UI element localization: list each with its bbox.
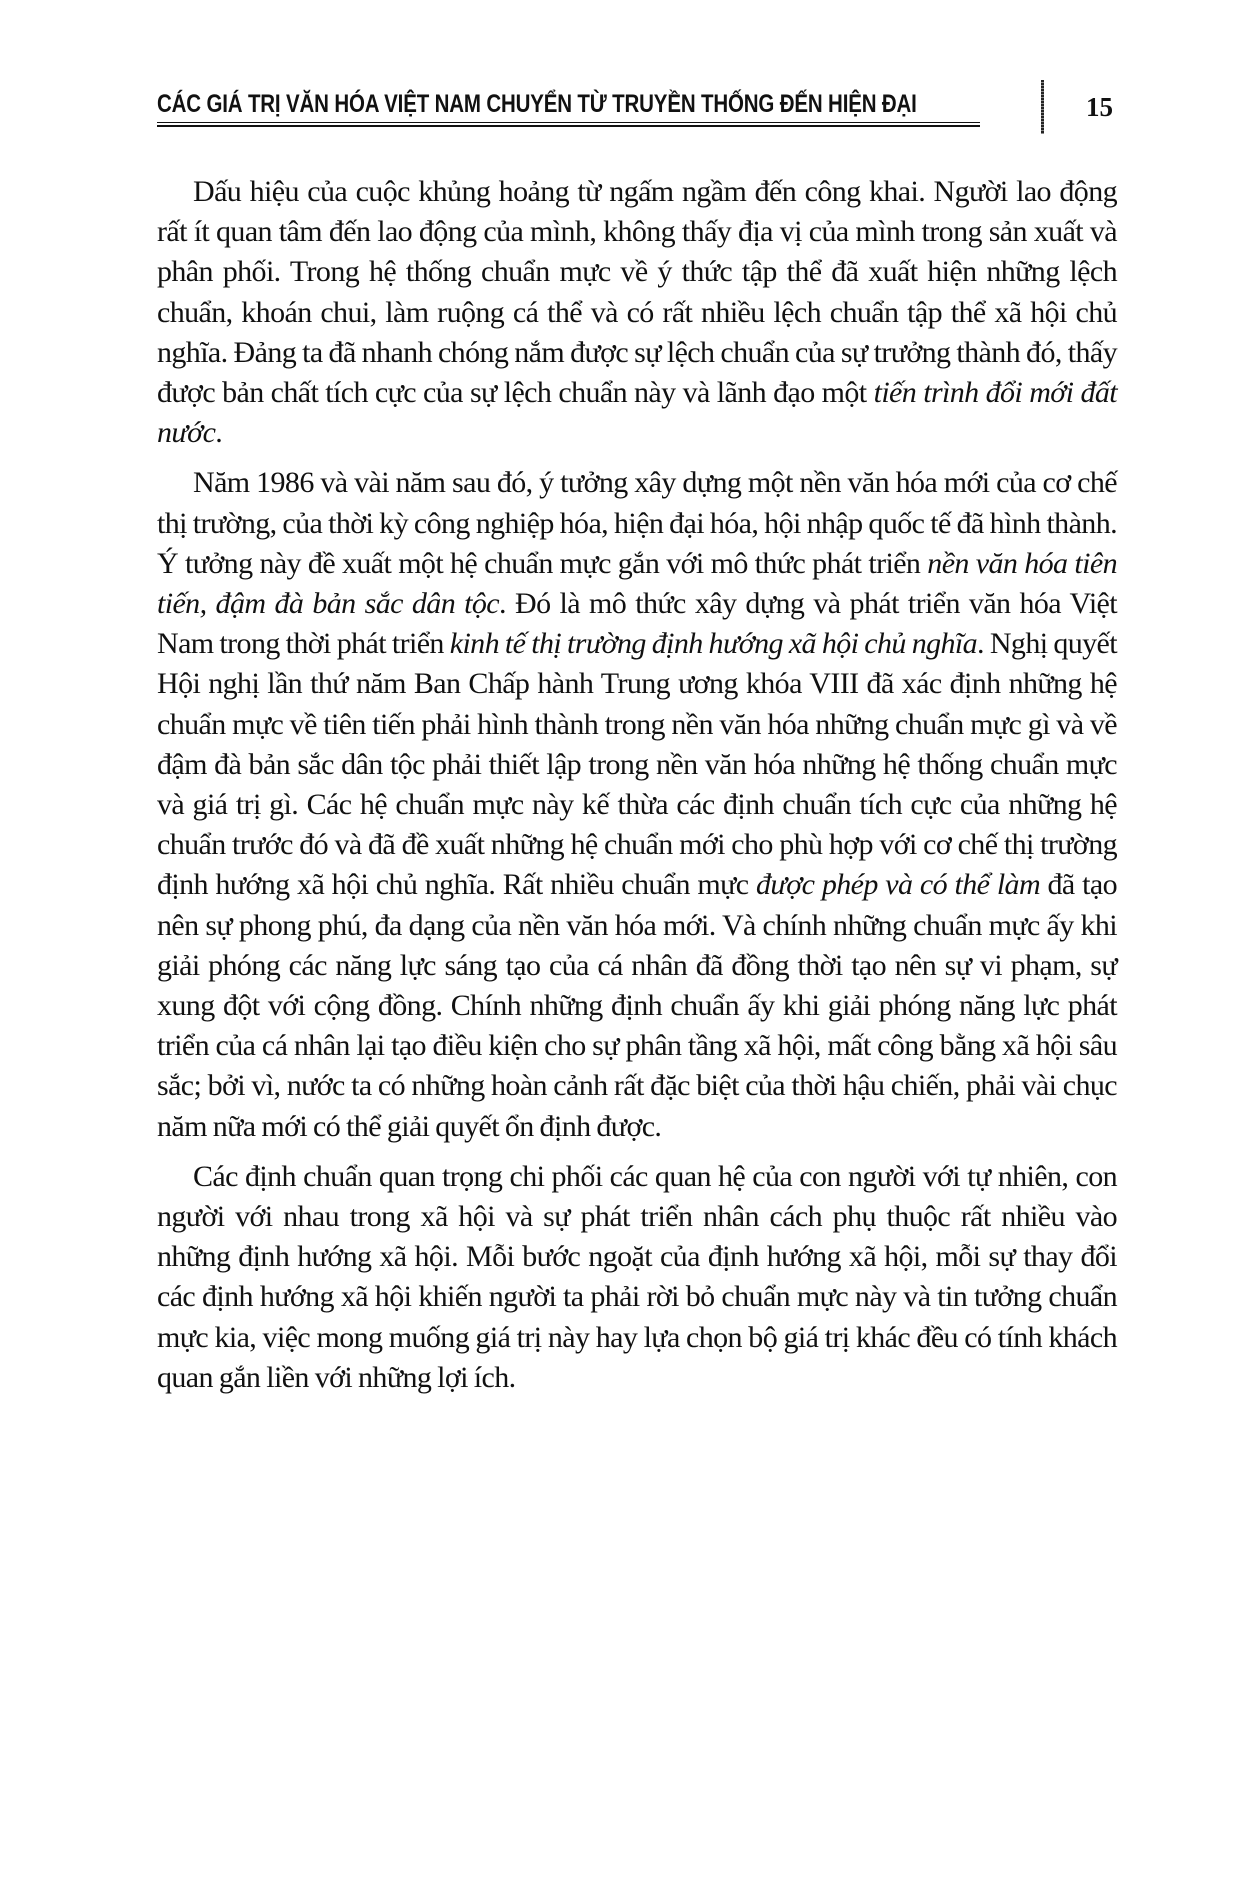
body-text	[157, 172, 1117, 1408]
text-segment: đã tạo nên sự phong phú, đa dạng của nền văn hóa mới. Và chính những chuẩn mực ấy khi giải phóng các năng lực sáng tạo của cá nhân đã đồng thời tạo nên sự vi phạm, sự xung đột với cộng đồng. Chính những định chuẩn ấy khi giải phóng năng lực phát triển của cá nhân lại tạo điều kiện cho sự phân tầng xã hội, mất công bằng xã hội sâu sắc; bởi vì, nước ta có những hoàn cảnh rất đặc biệt của thời hậu chiến, phải vài chục năm nữa mới có thể giải quyết ổn định được.	[157, 868, 1117, 1143]
text-segment: . Đó là mô thức xây dựng và phát triển văn hóa Việt Nam trong thời phát triển	[157, 587, 1117, 661]
text-segment: . Nghị quyết Hội nghị lần thứ năm Ban Chấp hành Trung ương khóa VIII đã xác định những hệ chuẩn mực về tiên tiến phải hình thành trong nền văn hóa những chuẩn mực gì và về đậm đà bản sắc dân tộc phải thiết lập trong nền văn hóa những hệ thống chuẩn mực và giá trị gì. Các hệ chuẩn mực này kế thừa các định chuẩn tích cực của những hệ chuẩn trước đó và đã đề xuất những hệ chuẩn mới cho phù hợp với cơ chế thị trường định hướng xã hội chủ nghĩa. Rất nhiều chuẩn mực	[157, 627, 1118, 902]
text-segment: Dấu hiệu của cuộc khủng hoảng từ ngấm ngầm đến công khai. Người lao động rất ít quan tâm đến lao động của mình, không thấy địa vị của mình trong sản xuất và phân phối. Trong hệ thống chuẩn mực về ý thức tập thể đã xuất hiện những lệch chuẩn, khoán chui, làm ruộng cá thể và có rất nhiều lệch chuẩn tập thể xã hội chủ nghĩa. Đảng ta đã nhanh chóng nắm được sự lệch chuẩn của sự trưởng thành đó, thấy được bản chất tích cực của sự lệch chuẩn này và lãnh đạo một	[157, 175, 1117, 410]
header-divider	[1041, 80, 1044, 134]
header-double-rule	[157, 122, 980, 127]
running-title: CÁC GIÁ TRỊ VĂN HÓA VIỆT NAM CHUYỂN TỪ TRUYỀN THỐNG ĐẾN HIỆN ĐẠI	[157, 90, 917, 118]
page-number: 15	[1086, 92, 1113, 122]
text-segment: Năm 1986 và vài năm sau đó, ý tưởng xây dựng một nền văn hóa mới của cơ chế thị trường, của thời kỳ công nghiệp hóa, hiện đại hóa, hội nhập quốc tế đã hình thành. Ý tưởng này đề xuất một hệ chuẩn mực gắn với mô thức phát triển	[157, 466, 1117, 580]
text-segment: .	[215, 416, 223, 450]
italic-segment: kinh tế thị trường định hướng xã hội chủ nghĩa	[449, 627, 978, 661]
paragraph-2	[157, 463, 1117, 1146]
italic-segment: nền văn hóa tiên tiến, đậm đà bản sắc dân tộc	[157, 546, 1117, 621]
text-segment: Các định chuẩn quan trọng chi phối các quan hệ của con người với tự nhiên, con người với nhau trong xã hội và sự phát triển nhân cách phụ thuộc rất nhiều vào những định hướng xã hội. Mỗi bước ngoặt của định hướng xã hội, mỗi sự thay đổi các định hướng xã hội khiến người ta phải rời bỏ chuẩn mực này và tin tưởng chuẩn mực kia, việc mong muống giá trị này hay lựa chọn bộ giá trị khác đều có tính khách quan gắn liền với những lợi ích.	[157, 1159, 1117, 1394]
paragraph-3	[157, 1157, 1117, 1398]
italic-segment: tiến trình đổi mới đất nước	[157, 376, 1118, 450]
paragraph-1	[157, 172, 1117, 453]
page-header	[157, 86, 980, 130]
italic-segment: được phép và có thể làm	[756, 868, 1041, 902]
